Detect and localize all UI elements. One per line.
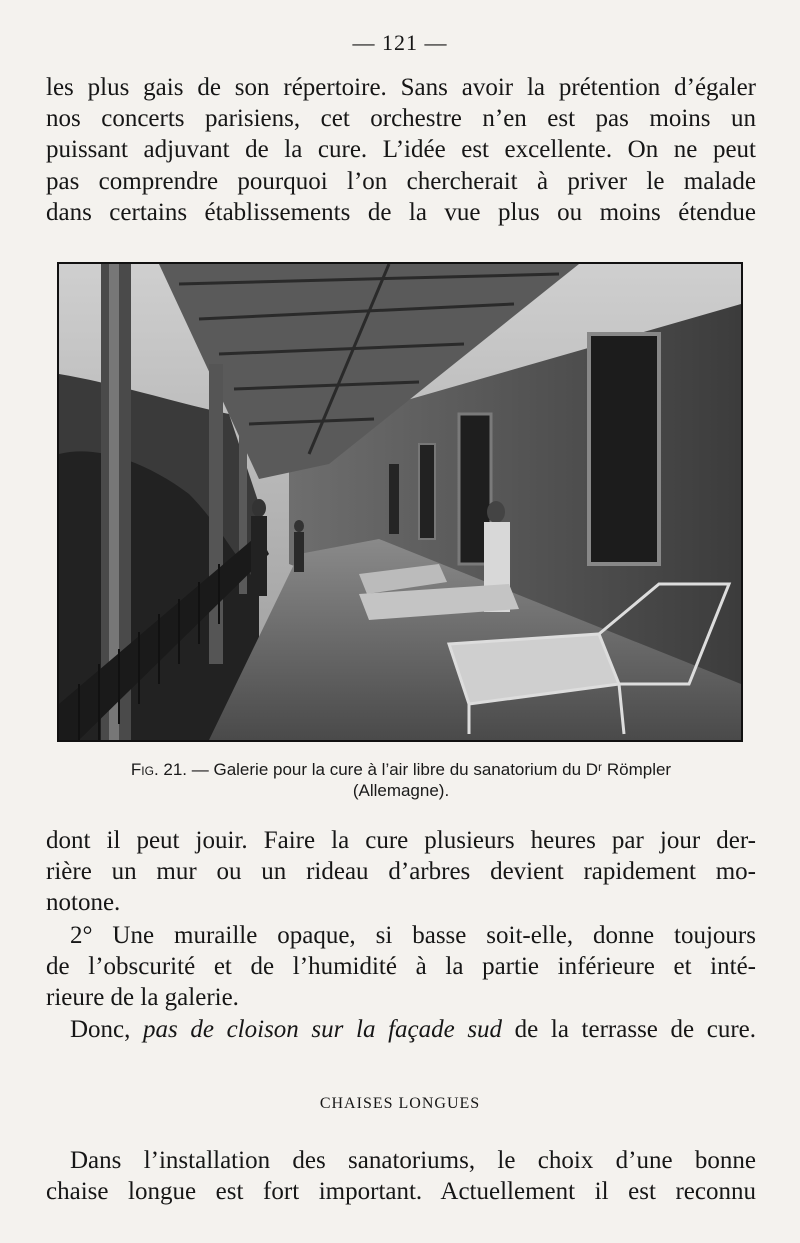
paragraph-2 [46, 825, 756, 919]
figure-caption [46, 759, 756, 801]
text-line: notone. [46, 889, 121, 917]
caption-line-2: (Allemagne). [352, 781, 450, 800]
text-line: dont il peut jouir. Faire la cure plusieurs heures par jour der- [46, 827, 756, 854]
text-line: rière un mur ou un rideau d’arbres devient rapidement mo- [46, 858, 756, 886]
paragraph-5 [70, 1145, 756, 1176]
text-line: 2° Une muraille opaque, si basse soit-elle, donne toujours [70, 922, 756, 949]
text-line: puissant adjuvant de la cure. L’idée est excellente. On ne peut [46, 136, 756, 164]
paragraph-1 [46, 72, 756, 228]
text-line: pas comprendre pourquoi l’on chercherait à priver le malade [46, 167, 756, 195]
text-line: nos concerts parisiens, cet orchestre n’en est pas moins un [46, 105, 756, 133]
paragraph-4 [70, 1014, 756, 1045]
gallery-photograph [57, 262, 743, 742]
section-heading: CHAISES LONGUES [319, 1095, 481, 1112]
text-span: de la terrasse de cure. [502, 1016, 756, 1043]
text-line: les plus gais de son répertoire. Sans avoir la prétention d’égaler [46, 74, 756, 101]
text-line: de l’obscurité et de l’humidité à la partie inférieure et inté- [46, 953, 756, 980]
caption-text: — Galerie pour la cure à l’air libre du sanatorium du Dʳ Römpler [187, 760, 672, 779]
text-line: rieure de la galerie. [46, 984, 239, 1012]
page-number: — 121 — [352, 30, 448, 55]
figure-label: Fig. 21. [130, 760, 188, 779]
paragraph-3-cont [46, 951, 756, 1013]
italic-span: pas de cloison sur la façade sud [143, 1016, 503, 1043]
text-line: Dans l’installation des sanatoriums, le choix d’une bonne [70, 1147, 756, 1174]
caption-line-1 [46, 759, 756, 780]
text-line: chaise longue est fort important. Actuellement il est reconnu [46, 1178, 756, 1205]
paragraph-3 [70, 920, 756, 951]
text-span: Donc, [70, 1016, 144, 1043]
text-line [70, 1014, 756, 1045]
text-line: dans certains établissements de la vue plus ou moins étendue [46, 198, 756, 226]
paragraph-5-cont [46, 1176, 756, 1207]
